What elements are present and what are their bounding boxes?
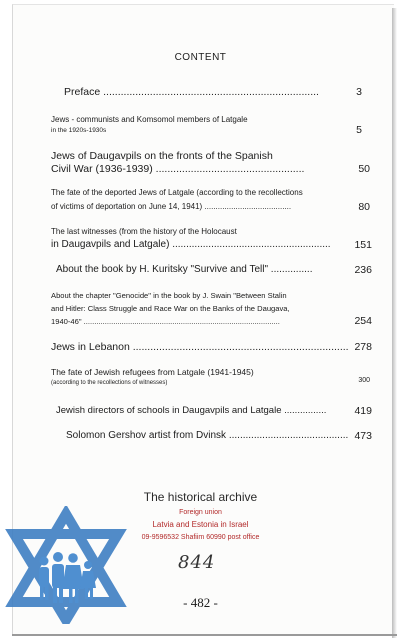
archive-address: 09-9596532 Shafiim 60990 post office [141, 534, 260, 541]
toc-entry-page: 151 [354, 239, 372, 251]
toc-entry-title: Jews in Lebanon .......................................................................... [51, 341, 349, 353]
toc-entry-subtitle: in the 1920s-1930s [51, 127, 107, 134]
toc-entry-page: 254 [354, 315, 372, 327]
toc-entry-title: The fate of the deported Jews of Latgale (according to the recollections [51, 188, 303, 197]
toc-entry-page: 5 [356, 124, 362, 136]
toc-entry-page: 278 [354, 341, 372, 353]
toc-entry-page: 473 [354, 430, 372, 442]
toc-entry-title: Jews of Daugavpils on the fronts of the Spanish [51, 150, 273, 162]
toc-entry-page: 3 [356, 86, 362, 98]
toc-entry-title: Preface .......................................................................... [64, 86, 319, 98]
toc-entry-title: The last witnesses (from the history of the Holocaust [51, 227, 237, 236]
toc-entry-title: About the chapter "Genocide" in the book by J. Swain "Between Stalin [51, 291, 287, 300]
toc-entry-title: Solomon Gershov artist from Dvinsk ........................................... [66, 430, 349, 441]
toc-entry-title: Jews - communists and Komsomol members of Latgale [51, 115, 248, 124]
toc-entry-subtitle: Civil War (1936-1939) ................................................... [51, 163, 305, 175]
page-bottom-edge [12, 634, 397, 636]
archive-name: Latvia and Estonia in Israel [152, 520, 249, 529]
toc-entry-subtitle: and Hitler: Class Struggle and Race War on the Banks of the Daugava, [51, 304, 290, 313]
toc-entry-subtitle: in Daugavpils and Latgale) ......................................................... [51, 239, 331, 250]
toc-entry-subtitle: (according to the recollections of witnesses) [51, 380, 168, 386]
toc-entry-title: About the book by H. Kuritsky "Survive and Tell" ............... [56, 264, 313, 275]
archive-subtitle: Foreign union [179, 509, 222, 516]
toc-entry-subtitle-2: 1940-46" ............................................................................................. [51, 317, 280, 326]
toc-entry-page: 50 [358, 163, 370, 175]
page-number: - 482 - [183, 595, 218, 610]
archive-title: The historical archive [143, 490, 258, 504]
toc-entry-title: Jewish directors of schools in Daugavpils and Latgale ................ [56, 405, 327, 416]
toc-entry-title: The fate of Jewish refugees from Latgale (1941-1945) [51, 367, 254, 377]
toc-entry-page: 80 [358, 201, 370, 213]
handwritten-number: 844 [178, 552, 216, 573]
toc-entry-page: 419 [354, 405, 372, 417]
toc-entry-subtitle: of victims of deportation on June 14, 1941) ....................................... [51, 202, 292, 211]
toc-entry-page: 300 [358, 377, 370, 384]
page-edge-shadow [392, 8, 397, 638]
toc-entry-page: 236 [354, 264, 372, 276]
toc-title: CONTENT [174, 52, 227, 63]
